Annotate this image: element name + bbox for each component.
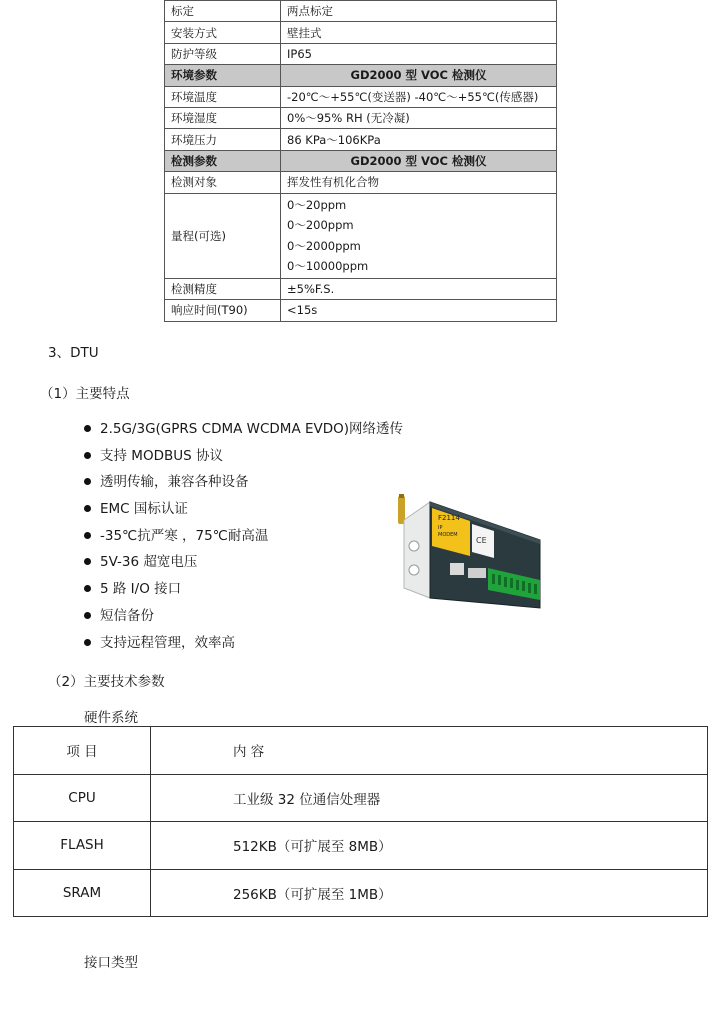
spec-header-row <box>165 150 557 171</box>
bullet-icon <box>84 585 91 592</box>
bullet-icon <box>84 558 91 565</box>
hardware-header-item: 项 目 <box>14 727 151 775</box>
spec-row <box>165 43 557 64</box>
feature-list <box>84 416 403 656</box>
spec-key: 响应时间(T90) <box>165 300 281 321</box>
bullet-icon <box>84 612 91 619</box>
spec-value: 壁挂式 <box>281 22 557 43</box>
hardware-content: 工业级 32 位通信处理器 <box>151 774 708 822</box>
spec-row <box>165 107 557 128</box>
spec-table <box>164 0 557 322</box>
spec-value: 0～200ppm <box>287 218 354 233</box>
feature-item: 5V-36 超宽电压 <box>84 549 403 576</box>
spec-value: 0～10000ppm <box>287 259 369 274</box>
spec-row <box>165 193 557 278</box>
spec-key: 检测对象 <box>165 172 281 193</box>
dtu-device-image <box>390 468 550 618</box>
bullet-icon <box>84 505 91 512</box>
spec-key: 量程(可选) <box>165 193 281 278</box>
spec-row <box>165 86 557 107</box>
spec-row <box>165 129 557 150</box>
spec-value-list <box>281 193 557 278</box>
spec-value: 挥发性有机化合物 <box>281 172 557 193</box>
svg-text:IP: IP <box>438 525 443 531</box>
spec-key: 环境温度 <box>165 86 281 107</box>
spec-header-row <box>165 65 557 86</box>
svg-text:MODEM: MODEM <box>438 532 458 538</box>
spec-key: 环境湿度 <box>165 107 281 128</box>
spec-row <box>165 278 557 299</box>
spec-row <box>165 172 557 193</box>
hardware-header-row <box>14 727 708 775</box>
hardware-caption: 硬件系统 <box>84 710 138 726</box>
subsection-params-title: （2）主要技术参数 <box>48 674 165 690</box>
spec-value: IP65 <box>281 43 557 64</box>
bullet-icon <box>84 532 91 539</box>
hardware-row <box>14 869 708 917</box>
spec-key: 标定 <box>165 1 281 22</box>
section-title: 3、DTU <box>48 345 99 361</box>
ce-mark: CE <box>476 536 487 545</box>
spec-value: 0%～95% RH (无冷凝) <box>281 107 557 128</box>
interface-caption: 接口类型 <box>84 955 138 971</box>
feature-item: 2.5G/3G(GPRS CDMA WCDMA EVDO)网络透传 <box>84 416 403 443</box>
feature-item: 支持远程管理，效率高 <box>84 630 403 657</box>
bullet-icon <box>84 478 91 485</box>
hardware-item: CPU <box>14 774 151 822</box>
hardware-item: SRAM <box>14 869 151 917</box>
hardware-row <box>14 822 708 870</box>
spec-row <box>165 300 557 321</box>
spec-value: -20℃～+55℃(变送器) -40℃～+55℃(传感器) <box>281 86 557 107</box>
spec-value: 两点标定 <box>281 1 557 22</box>
spec-value: <15s <box>281 300 557 321</box>
feature-item: 支持 MODBUS 协议 <box>84 443 403 470</box>
feature-item: 透明传输，兼容各种设备 <box>84 469 403 496</box>
hardware-item: FLASH <box>14 822 151 870</box>
bullet-icon <box>84 639 91 646</box>
hardware-table <box>13 726 708 917</box>
spec-value: 0～2000ppm <box>287 238 361 253</box>
spec-value: 86 KPa～106KPa <box>281 129 557 150</box>
spec-value: 0～20ppm <box>287 197 347 212</box>
spec-key: 环境压力 <box>165 129 281 150</box>
hardware-row <box>14 774 708 822</box>
spec-key: 检测精度 <box>165 278 281 299</box>
spec-value: GD2000 型 VOC 检测仪 <box>281 65 557 86</box>
feature-item: EMC 国标认证 <box>84 496 403 523</box>
spec-row <box>165 1 557 22</box>
bullet-icon <box>84 425 91 432</box>
spec-key: 防护等级 <box>165 43 281 64</box>
spec-key: 安装方式 <box>165 22 281 43</box>
bullet-icon <box>84 452 91 459</box>
hardware-content: 256KB（可扩展至 1MB） <box>151 869 708 917</box>
feature-item: 5 路 I/O 接口 <box>84 576 403 603</box>
feature-item: -35℃抗严寒 ，75℃耐高温 <box>84 523 403 550</box>
hardware-header-content: 内 容 <box>151 727 708 775</box>
feature-item: 短信备份 <box>84 603 403 630</box>
spec-key: 检测参数 <box>165 150 281 171</box>
spec-key: 环境参数 <box>165 65 281 86</box>
spec-row <box>165 22 557 43</box>
spec-value: ±5%F.S. <box>281 278 557 299</box>
spec-value: GD2000 型 VOC 检测仪 <box>281 150 557 171</box>
subsection-features-title: （1）主要特点 <box>40 386 130 402</box>
device-model-label: F2114 <box>438 514 460 522</box>
hardware-content: 512KB（可扩展至 8MB） <box>151 822 708 870</box>
